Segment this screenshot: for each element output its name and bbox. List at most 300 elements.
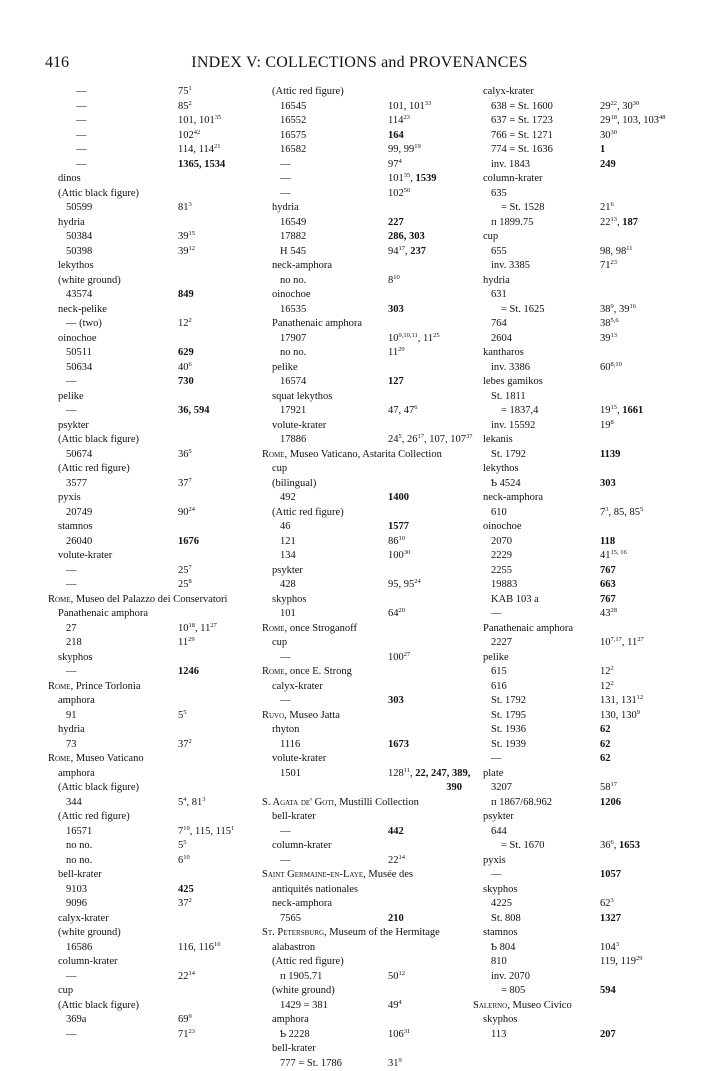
index-entry (48, 404, 256, 419)
entry-label: bell-krater (272, 810, 316, 825)
index-column-3 (473, 85, 683, 1042)
entry-reference: $97^4$ (388, 158, 402, 173)
index-entry (48, 912, 256, 927)
entry-label: — (two) (66, 317, 102, 332)
entry-label: (Attic red figure) (58, 810, 130, 825)
entry-reference: 1327 (600, 912, 621, 927)
index-entry (473, 303, 683, 318)
entry-reference: 286, 303 (388, 230, 425, 245)
entry-label: (Attic red figure) (272, 506, 344, 521)
index-entry (473, 767, 683, 782)
index-entry (473, 593, 683, 608)
entry-label: — (66, 375, 77, 390)
index-entry (48, 390, 256, 405)
index-entry (48, 955, 256, 970)
entry-label: 50674 (66, 448, 92, 463)
entry-reference: 114, $114^{21}$ (178, 143, 220, 158)
entry-label: dinos (58, 172, 81, 187)
entry-label: Rome, Museo Vaticano (48, 752, 144, 767)
entry-label: St. 1792 (491, 694, 526, 709)
entry-label: (Attic red figure) (58, 462, 130, 477)
entry-reference: $58^{17}$ (600, 781, 617, 796)
index-entry (473, 114, 683, 129)
entry-label: 4225 (491, 897, 512, 912)
index-entry (473, 332, 683, 347)
entry-label: — (76, 143, 87, 158)
entry-label: amphora (272, 1013, 309, 1028)
entry-reference: $22^{14}$ (388, 854, 405, 869)
index-entry (262, 593, 470, 608)
entry-reference: $100^{27}$ (388, 651, 410, 666)
entry-label: 9096 (66, 897, 87, 912)
entry-reference: 767 (600, 593, 616, 608)
index-entry (48, 172, 256, 187)
entry-label: — (66, 1028, 77, 1043)
index-entry (473, 796, 683, 811)
entry-reference: 1577 (388, 520, 409, 535)
entry-label: (Attic black figure) (58, 433, 139, 448)
entry-label: Rome, once E. Strong (262, 665, 352, 680)
entry-reference: $37^7$ (178, 477, 192, 492)
entry-label: no no. (280, 346, 306, 361)
index-entry (262, 230, 470, 245)
entry-label: St. 1811 (491, 390, 526, 405)
entry-label: 101 (280, 607, 296, 622)
index-entry (262, 100, 470, 115)
index-entry (262, 1028, 470, 1043)
entry-reference: 767 (600, 564, 616, 579)
index-entry (473, 129, 683, 144)
entry-label: amphora (58, 694, 95, 709)
entry-label: (white ground) (58, 926, 121, 941)
entry-label: (white ground) (272, 984, 335, 999)
index-entry (473, 187, 683, 202)
index-entry (473, 941, 683, 956)
entry-label: — (280, 187, 291, 202)
entry-label: — (66, 578, 77, 593)
entry-label: 27 (66, 622, 77, 637)
index-entry (48, 897, 256, 912)
entry-label: п 1905.71 (280, 970, 322, 985)
index-entry (473, 680, 683, 695)
index-entry (262, 85, 470, 100)
entry-label: pyxis (58, 491, 81, 506)
entry-reference: 1673 (388, 738, 409, 753)
index-entry (473, 607, 683, 622)
entry-label: 1501 (280, 767, 301, 782)
page-number: 416 (45, 53, 69, 73)
entry-reference: 119, $119^{29}$ (600, 955, 642, 970)
entry-reference: $12^2$ (600, 680, 614, 695)
entry-reference: 101, $101^{35}$ (178, 114, 221, 129)
index-entry (473, 839, 683, 854)
index-entry (48, 114, 256, 129)
index-entry (262, 1013, 470, 1028)
index-entry (473, 274, 683, 289)
entry-label: 2255 (491, 564, 512, 579)
index-entry (48, 288, 256, 303)
index-entry (48, 448, 256, 463)
entry-label: stamnos (58, 520, 92, 535)
collection-heading (262, 926, 470, 941)
entry-label: 344 (66, 796, 82, 811)
entry-label: Panathenaic amphora (58, 607, 148, 622)
index-entry (48, 187, 256, 202)
index-entry (473, 245, 683, 260)
entry-reference: $10^{18}$, $11^{27}$ (178, 622, 217, 637)
entry-reference: 99, $99^{19}$ (388, 143, 421, 158)
index-entry (473, 390, 683, 405)
index-entry (262, 636, 470, 651)
index-entry (262, 694, 470, 709)
index-entry (48, 535, 256, 550)
entry-label: no no. (66, 854, 92, 869)
index-column-2 (262, 85, 470, 1071)
index-entry (473, 854, 683, 869)
entry-reference: $100^{30}$ (388, 549, 410, 564)
entry-label: St. 808 (491, 912, 521, 927)
entry-label: — (76, 114, 87, 129)
index-entry (48, 709, 256, 724)
index-entry (262, 332, 470, 347)
index-entry (48, 825, 256, 840)
entry-label: inv. 15592 (491, 419, 535, 434)
index-entry (473, 419, 683, 434)
entry-label: St. 1795 (491, 709, 526, 724)
index-entry (48, 999, 256, 1014)
entry-reference: $30^{30}$ (600, 129, 617, 144)
entry-label: oinochoe (272, 288, 311, 303)
index-entry (262, 738, 470, 753)
index-entry (48, 158, 256, 173)
entry-label: inv. 2070 (491, 970, 530, 985)
index-entry (473, 100, 683, 115)
index-entry (262, 854, 470, 869)
collection-heading (262, 622, 470, 637)
index-entry (262, 477, 470, 492)
entry-label: Rome, Museo del Palazzo dei Conservatori (48, 593, 227, 608)
index-entry (48, 738, 256, 753)
entry-reference: $49^4$ (388, 999, 402, 1014)
entry-label: 16571 (66, 825, 92, 840)
index-entry (48, 477, 256, 492)
collection-heading (262, 796, 470, 811)
entry-reference: 95, $95^{24}$ (388, 578, 421, 593)
entry-label: 2604 (491, 332, 512, 347)
collection-heading (473, 999, 683, 1014)
entry-reference: $11^{29}$ (178, 636, 195, 651)
entry-label: 9103 (66, 883, 87, 898)
index-entry (473, 564, 683, 579)
index-entry (262, 607, 470, 622)
entry-reference: 131, $131^{12}$ (600, 694, 643, 709)
entry-label: = St. 1528 (501, 201, 545, 216)
entry-label: 50634 (66, 361, 92, 376)
collection-heading (48, 593, 256, 608)
index-entry (473, 912, 683, 927)
index-entry (48, 767, 256, 782)
entry-label: Rome, once Stroganoff (262, 622, 357, 637)
entry-label: column-krater (272, 839, 331, 854)
index-entry (48, 854, 256, 869)
entry-label: 16552 (280, 114, 306, 129)
entry-label: 43574 (66, 288, 92, 303)
entry-reference: 1365, 1534 (178, 158, 225, 173)
entry-label: 655 (491, 245, 507, 260)
entry-reference: $24^5$, $26^{17}$, 107, $107^{37}$ (388, 433, 473, 448)
entry-label: lekythos (58, 259, 94, 274)
index-entry (48, 332, 256, 347)
entry-reference: 663 (600, 578, 616, 593)
index-entry (473, 520, 683, 535)
entry-label: Panathenaic amphora (272, 317, 362, 332)
collection-heading (48, 752, 256, 767)
entry-label: — (66, 564, 77, 579)
index-entry (262, 129, 470, 144)
entry-label: plate (483, 767, 503, 782)
index-entry (48, 520, 256, 535)
index-entry (473, 781, 683, 796)
index-entry (262, 549, 470, 564)
collection-heading (262, 868, 470, 883)
entry-reference: $36^6$, 1653 (600, 839, 640, 854)
index-entry (48, 100, 256, 115)
index-entry (48, 361, 256, 376)
entry-reference: 47, $47^6$ (388, 404, 418, 419)
entry-label: skyphos (483, 1013, 517, 1028)
entry-label: St. 1936 (491, 723, 526, 738)
index-entry (473, 448, 683, 463)
entry-reference: $29^{18}$, 103, $103^{48}$ (600, 114, 666, 129)
index-entry (48, 984, 256, 999)
index-entry (262, 535, 470, 550)
entry-label: pelike (483, 651, 509, 666)
index-entry (262, 839, 470, 854)
entry-label: 50398 (66, 245, 92, 260)
index-entry (48, 216, 256, 231)
entry-label: — (66, 970, 77, 985)
entry-reference: 1676 (178, 535, 199, 550)
index-entry (262, 201, 470, 216)
entry-reference: $19^8$ (600, 419, 614, 434)
entry-label: volute-krater (272, 752, 326, 767)
entry-reference: 303 (388, 694, 404, 709)
entry-label: = St. 1670 (501, 839, 545, 854)
index-entry (262, 491, 470, 506)
entry-label: psykter (58, 419, 89, 434)
entry-reference: $101^{35}$, 1539 (388, 172, 437, 187)
index-entry (48, 303, 256, 318)
index-entry (48, 85, 256, 100)
index-entry (48, 346, 256, 361)
index-entry (473, 375, 683, 390)
collection-heading (48, 680, 256, 695)
entry-reference: $5^5$ (178, 839, 187, 854)
entry-label: cup (272, 462, 287, 477)
entry-label: 134 (280, 549, 296, 564)
entry-reference: 62 (600, 738, 611, 753)
index-entry (48, 462, 256, 477)
entry-reference: $6^{10}$ (178, 854, 190, 869)
index-entry (262, 506, 470, 521)
index-entry (262, 346, 470, 361)
entry-label: no no. (66, 839, 92, 854)
entry-label: hydria (58, 723, 85, 738)
entry-label: — (280, 172, 291, 187)
index-entry (473, 549, 683, 564)
entry-label: 615 (491, 665, 507, 680)
entry-reference: 130, $130^9$ (600, 709, 640, 724)
entry-label: 428 (280, 578, 296, 593)
entry-reference: $104^3$ (600, 941, 619, 956)
entry-label: lekythos (483, 462, 519, 477)
entry-label: 218 (66, 636, 82, 651)
entry-label: 766 = St. 1271 (491, 129, 553, 144)
entry-reference: $50^{12}$ (388, 970, 405, 985)
index-entry (48, 143, 256, 158)
index-entry (473, 404, 683, 419)
entry-reference: $43^{28}$ (600, 607, 617, 622)
entry-label: bell-krater (272, 1042, 316, 1057)
entry-reference: $39^{15}$ (178, 230, 195, 245)
index-entry (473, 477, 683, 492)
index-entry (473, 868, 683, 883)
index-entry (473, 984, 683, 999)
entry-label: (Attic black figure) (58, 187, 139, 202)
entry-reference: 303 (388, 303, 404, 318)
entry-label: 2227 (491, 636, 512, 651)
entry-reference: $81^3$ (178, 201, 192, 216)
entry-label: Ƅ 4524 (491, 477, 521, 492)
index-entry (262, 288, 470, 303)
entry-label: 1429 = 381 (280, 999, 328, 1014)
entry-label: amphora (58, 767, 95, 782)
entry-label: (white ground) (58, 274, 121, 289)
entry-reference: $11^{29}$ (388, 346, 405, 361)
entry-label: 17907 (280, 332, 306, 347)
entry-label: oinochoe (483, 520, 522, 535)
index-entry (473, 651, 683, 666)
entry-reference: 1057 (600, 868, 621, 883)
entry-reference: 116, $116^{10}$ (178, 941, 220, 956)
entry-reference: 594 (600, 984, 616, 999)
entry-label: 50511 (66, 346, 92, 361)
entry-reference: $71^{23}$ (178, 1028, 195, 1043)
index-entry (48, 129, 256, 144)
entry-label: 616 (491, 680, 507, 695)
index-entry (48, 868, 256, 883)
index-entry (262, 1042, 470, 1057)
entry-reference: $5^4$, $81^3$ (178, 796, 206, 811)
entry-label: 16535 (280, 303, 306, 318)
index-entry (473, 578, 683, 593)
collection-heading (262, 448, 470, 463)
index-entry (473, 738, 683, 753)
index-entry (48, 578, 256, 593)
index-entry (48, 1028, 256, 1043)
index-entry (262, 433, 470, 448)
index-entry (262, 259, 470, 274)
index-entry (48, 491, 256, 506)
index-entry (262, 245, 470, 260)
entry-label: inv. 3385 (491, 259, 530, 274)
entry-reference: $22^{13}$, 187 (600, 216, 638, 231)
entry-label: column-krater (483, 172, 542, 187)
index-entry (262, 1057, 470, 1071)
entry-reference: 127 (388, 375, 404, 390)
index-entry (262, 781, 470, 796)
index-entry (262, 970, 470, 985)
index-entry (262, 361, 470, 376)
entry-label: hydria (58, 216, 85, 231)
entry-label: rhyton (272, 723, 299, 738)
index-entry (262, 375, 470, 390)
entry-label: — (491, 868, 502, 883)
index-entry (48, 201, 256, 216)
index-entry (262, 564, 470, 579)
index-entry (473, 723, 683, 738)
index-entry (473, 172, 683, 187)
entry-label: 2229 (491, 549, 512, 564)
entry-label: inv. 3386 (491, 361, 530, 376)
index-entry (473, 926, 683, 941)
index-entry (48, 883, 256, 898)
entry-label: pelike (272, 361, 298, 376)
index-entry (262, 158, 470, 173)
index-entry (48, 607, 256, 622)
index-entry (473, 216, 683, 231)
entry-reference: $25^7$ (178, 564, 192, 579)
entry-label: inv. 1843 (491, 158, 530, 173)
index-entry (473, 694, 683, 709)
entry-label: neck-amphora (483, 491, 543, 506)
entry-reference: 227 (388, 216, 404, 231)
entry-label: п 1867/68.962 (491, 796, 552, 811)
index-entry (48, 651, 256, 666)
entry-label: calyx-krater (272, 680, 323, 695)
index-entry (48, 419, 256, 434)
index-entry (262, 172, 470, 187)
entry-label: skyphos (272, 593, 306, 608)
entry-reference: 210 (388, 912, 404, 927)
entry-label: H 545 (280, 245, 306, 260)
entry-reference: 1206 (600, 796, 621, 811)
entry-label: 113 (491, 1028, 506, 1043)
entry-label: neck-pelike (58, 303, 107, 318)
index-entry (262, 897, 470, 912)
entry-label: 17921 (280, 404, 306, 419)
entry-reference: $94^{17}$, 237 (388, 245, 426, 260)
index-entry (473, 1013, 683, 1028)
index-entry (473, 143, 683, 158)
index-entry (473, 85, 683, 100)
entry-reference: 60$^{8,10}$ (600, 361, 622, 376)
index-entry (48, 665, 256, 680)
entry-label: — (280, 854, 291, 869)
index-entry (262, 955, 470, 970)
entry-reference: 118 (600, 535, 615, 550)
index-entry (262, 317, 470, 332)
entry-label: = 1837,4 (501, 404, 538, 419)
entry-reference: 1246 (178, 665, 199, 680)
entry-label: — (280, 651, 291, 666)
index-entry (48, 694, 256, 709)
entry-label: — (76, 158, 87, 173)
index-entry (48, 1013, 256, 1028)
index-entry (262, 578, 470, 593)
entry-label: Rome, Prince Torlonia (48, 680, 141, 695)
entry-reference: $40^6$ (178, 361, 192, 376)
